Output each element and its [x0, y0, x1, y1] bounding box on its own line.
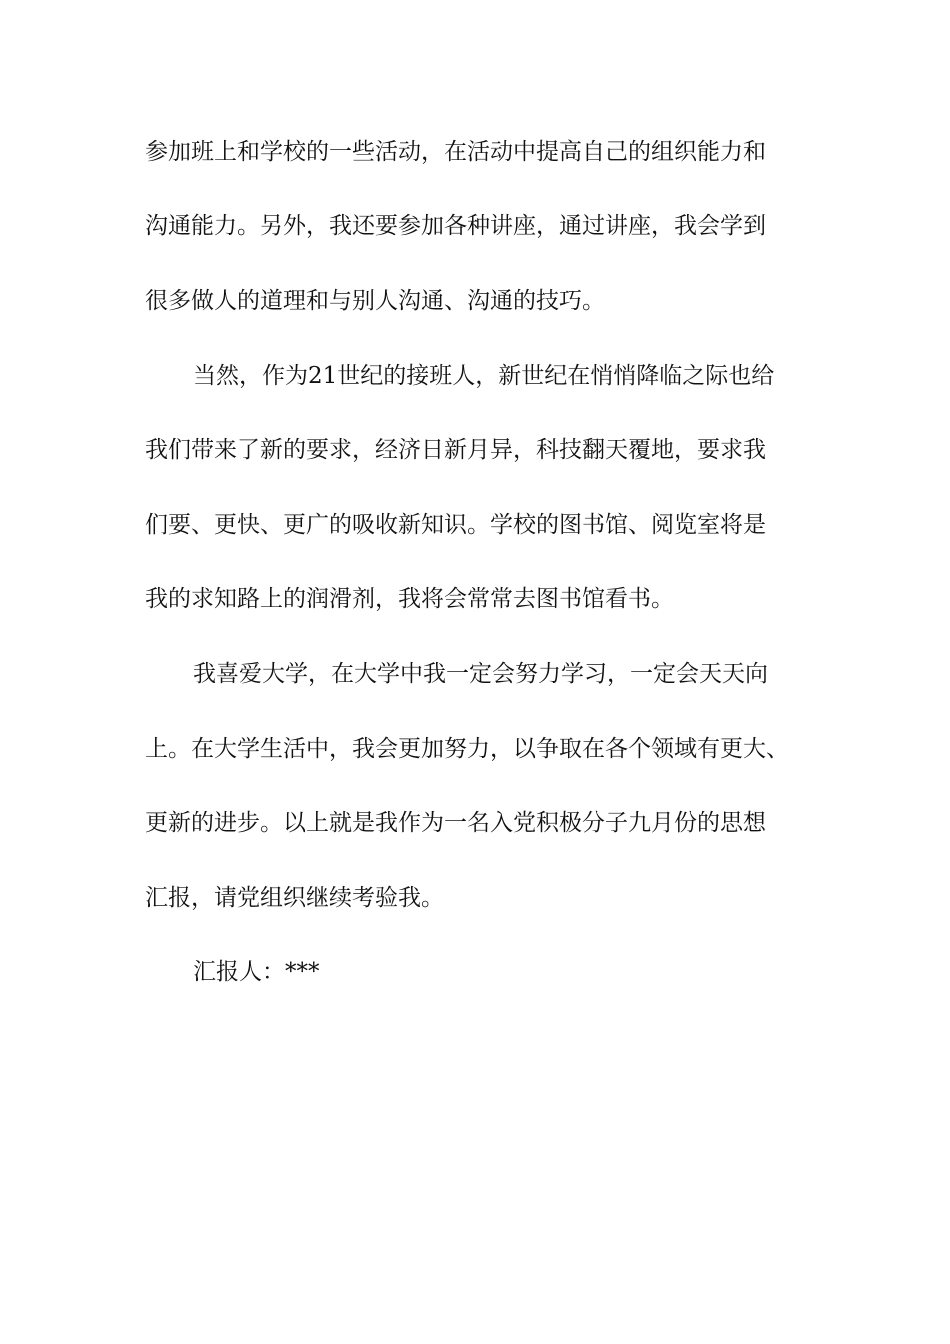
paragraph-line: 汇报，请党组织继续考验我。 [145, 885, 444, 911]
paragraph-line: 我的求知路上的润滑剂，我将会常常去图书馆看书。 [145, 586, 674, 612]
paragraph-line: 我喜爱大学，在大学中我一定会努力学习，一定会天天向 [193, 661, 768, 687]
paragraph-line: 们要、更快、更广的吸收新知识。学校的图书馆、阅览室将是 [145, 512, 766, 538]
paragraph-line: 很多做人的道理和与别人沟通、沟通的技巧。 [145, 288, 605, 314]
paragraph-line: 我们带来了新的要求，经济日新月异，科技翻天覆地，要求我 [145, 437, 766, 463]
paragraph-line: 上。在大学生活中，我会更加努力，以争取在各个领域有更大、 [145, 736, 789, 762]
paragraph-line: 更新的进步。以上就是我作为一名入党积极分子九月份的思想 [145, 810, 766, 836]
paragraph-line: 沟通能力。另外，我还要参加各种讲座，通过讲座，我会学到 [145, 213, 766, 239]
signature-line: 汇报人：*** [193, 959, 320, 985]
paragraph-line: 参加班上和学校的一些活动，在活动中提高自己的组织能力和 [145, 139, 766, 165]
paragraph-line: 当然，作为21世纪的接班人，新世纪在悄悄降临之际也给 [193, 363, 775, 389]
